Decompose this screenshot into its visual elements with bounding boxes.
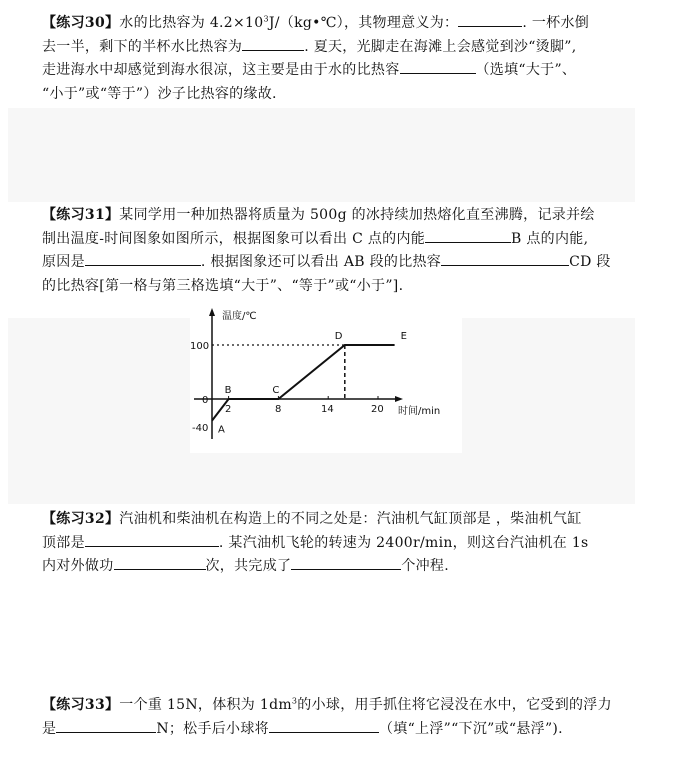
exercise-30: 【练习30】水的比热容为 $4.2\times 10^3J/(kg•℃)$，其物理意义为： . 一杯水倒 去一半，剩下的半杯水比热容为 . 夏天，光脚走在海滩上会感觉到沙“烫脚”, 走进海水中却感觉到海水很凉，这主要是由于水的比热容 （选填“大于”、 “小于”或“等于”）沙子比热容的缘故. <box>42 12 634 106</box>
answer-blank[interactable] <box>114 555 206 570</box>
answer-blank[interactable] <box>56 718 156 733</box>
x-axis-label: 时间/min <box>398 406 441 417</box>
exercise-32: 【练习32】汽油机和柴油机在构造上的不同之处是：汽油机气缸顶部是 ，柴油机气缸 顶部是 . 某汽油机飞轮的转速为 2400r/min，则这台汽油机在 1s 内对外做功 次，共完成了 个冲程. <box>42 511 589 574</box>
y-tick-100: 100 <box>190 341 210 352</box>
x-tick-14: 14 <box>321 404 334 415</box>
answer-blank[interactable] <box>269 718 379 733</box>
x-tick-8: 8 <box>275 404 282 415</box>
answer-blank[interactable] <box>85 532 219 547</box>
y-tick-neg40: -40 <box>192 423 209 434</box>
y-tick-0: 0 <box>202 395 209 406</box>
temperature-time-graph <box>190 303 462 453</box>
point-label-B: B <box>224 385 232 396</box>
answer-blank[interactable] <box>458 12 522 27</box>
exercise-tag: 【练习32】 <box>42 511 120 527</box>
y-axis-label: 温度/℃ <box>222 311 257 322</box>
answer-blank[interactable] <box>85 251 201 266</box>
point-label-E: E <box>400 331 407 342</box>
answer-blank[interactable] <box>441 251 569 266</box>
exercise-tag: 【练习31】 <box>42 207 120 223</box>
temperature-line <box>212 345 395 421</box>
point-label-A: A <box>218 424 225 436</box>
exercise-tag: 【练习33】 <box>42 697 120 713</box>
point-label-C: C <box>272 385 280 396</box>
answer-blank[interactable] <box>291 555 401 570</box>
exercise-31: 【练习31】某同学用一种加热器将质量为 500g 的冰持续加热熔化直至沸腾，记录并绘 制出温度-时间图象如图所示，根据图象可以看出 C 点的内能 B 点的内能, 原因是 . 根据图象还可以看出 AB 段的比热容 CD 段 的比热容[第一格与第三格选填“大于”、“等于”或“小于”]. <box>42 207 611 294</box>
x-tick-20: 20 <box>371 404 384 415</box>
point-label-D: D <box>334 331 343 342</box>
background-band-1 <box>8 108 635 202</box>
x-axis-arrow <box>395 396 403 402</box>
answer-blank[interactable] <box>400 59 476 74</box>
y-axis-arrow <box>209 308 215 316</box>
answer-blank[interactable] <box>242 36 304 51</box>
x-tick-2: 2 <box>225 404 232 415</box>
exercise-tag: 【练习30】 <box>42 15 120 31</box>
answer-blank[interactable] <box>425 228 511 243</box>
exercise-33: 【练习33】一个重 15N，体积为 $1dm^3$的小球，用手抓住将它浸没在水中，它受到的浮力 是 N；松手后小球将 （填“上浮”“下沉”或“悬浮”). <box>42 696 612 737</box>
